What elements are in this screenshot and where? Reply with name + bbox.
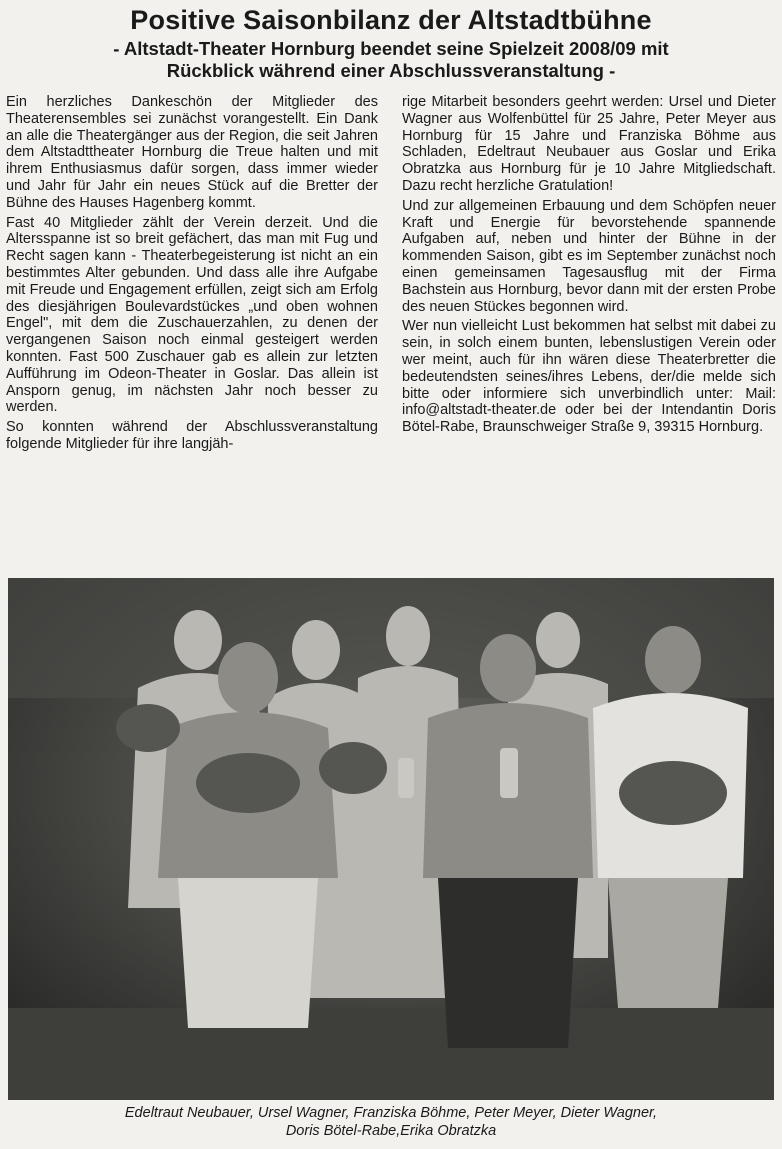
group-photo-illustration [8, 578, 774, 1100]
photo-caption [0, 1104, 782, 1140]
subheadline-line-2: Rückblick während einer Abschlussveranstaltung - [166, 60, 616, 81]
headline: Positive Saisonbilanz der Altstadtbühne [130, 5, 652, 35]
group-photo [8, 578, 774, 1100]
article-column-left [6, 94, 378, 456]
paragraph: So konnten während der Abschlussveranstaltung folgende Mitglieder für ihre langjäh- [6, 419, 378, 452]
paragraph: Wer nun vielleicht Lust bekommen hat selbst mit dabei zu sein, in solch einem bunten, lebenslustigen Verein oder wer meint, auch für ihn wären diese Theaterbretter die bedeutendsten seines/ihres Lebens, der/die melde sich bitte oder informiere sich unverbindlich unter: Mail: info@altstadt-theater.de oder bei der Intendantin Doris Bötel-Rabe, Braunschweiger Straße 9, 39315 Hornburg. [402, 318, 776, 436]
subheadline-line-1: - Altstadt-Theater Hornburg beendet seine Spielzeit 2008/09 mit [113, 38, 669, 59]
paragraph: Ein herzliches Dankeschön der Mitglieder des Theaterensembles sei zunächst vorangestellt. Ein Dank an alle die Theatergänger aus der Region, die seit Jahren dem Altstadttheater Hornburg die Treue halten und mit ihrem Enthusiasmus dafür sorgen, dass immer wieder und Jahr für Jahr ein neues Stück auf die Bretter der Bühne des Hauses Hagenberg kommt. [6, 94, 378, 211]
article-column-right [402, 94, 776, 439]
caption-line-2: Doris Bötel-Rabe,Erika Obratzka [285, 1123, 497, 1139]
subheadline [20, 38, 762, 82]
paragraph: Fast 40 Mitglieder zählt der Verein derzeit. Und die Altersspanne ist so breit gefächert, das man mit Fug und Recht sagen kann - Theaterbegeisterung ist nicht an ein bestimmtes Alter gebunden. Und dass alle ihre Aufgabe mit Freude und Engagement erfüllen, zeigt sich am Erfolg des diesjährigen Boulevardstückes „und oben wohnen Engel", mit dem die Zuschauerzahlen, zu denen der vergangenen Saison noch einmal gesteigert werden konnten. Fast 500 Zuschauer gab es allein zur letzten Aufführung im Odeon-Theater in Goslar. Das allein ist Ansporn genug, im nächsten Jahr noch besser zu werden. [6, 214, 378, 416]
paragraph: Und zur allgemeinen Erbauung und dem Schöpfen neuer Kraft und Energie für bevorstehende spannende Aufgaben auf, neben und hinter der Bühne in der kommenden Saison, gibt es im September zunächst noch einen gemeinsamen Tagesausflug mit der Firma Bachstein aus Hornburg, bevor dann mit der ersten Probe des neuen Stückes begonnen wird. [402, 197, 776, 315]
caption-line-1: Edeltraut Neubauer, Ursel Wagner, Franziska Böhme, Peter Meyer, Dieter Wagner, [124, 1105, 658, 1121]
paragraph: rige Mitarbeit besonders geehrt werden: Ursel und Dieter Wagner aus Wolfenbüttel für 25 Jahre, Peter Meyer aus Hornburg für 15 Jahre und Franziska Böhme aus Schladen, Edeltraut Neubauer aus Goslar und Erika Obratzka aus Hornburg für je 10 Jahre Mitgliedschaft. Dazu recht herzliche Gratulation! [402, 94, 776, 194]
